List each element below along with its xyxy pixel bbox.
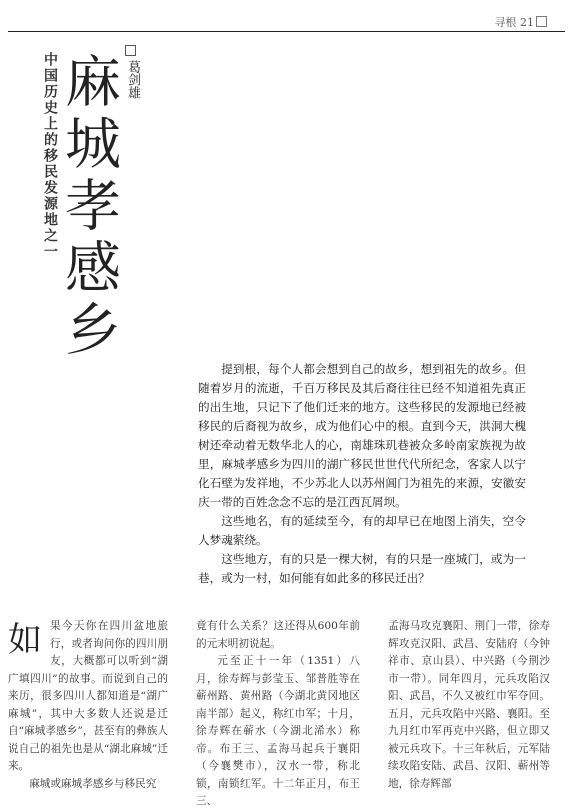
intro-paragraph: 这些地方，有的只是一棵大树，有的只是一座城门，或为一巷，或为一村，如何能有如此多的移民迁出？ [198, 552, 526, 585]
intro-paragraph: 提到根，每个人都会想到自己的故乡，想到祖先的故乡。但随着岁月的流逝，千百万移民及其后裔往往已经不知道祖先真正的出生地，只记下了他们迁来的地方。这些移民的发源地已经被移民的后裔视为故乡，成为他们心中的根。直到今天，洪洞大槐树还牵动着无数华北人的心，南雄珠玑巷被众多岭南家族视为故里，麻城孝感乡为四川的湖广移民世世代代所纪念，客家人以宁化石壁为发祥地，不少苏北人以苏州阊门为祖先的来源，安徽安庆一带的百姓念念不忘的是江西瓦屑坝。 [198, 362, 526, 509]
drop-cap: 如 [8, 620, 42, 660]
body-paragraph: 果今天你在四川盆地旅行，或者询问你的四川朋友，大概都可以听到“湖广填四川”的故事。而说到自己的来历，很多四川人都知道是“湖广麻城”，其中大多数人还说是迁自“麻城孝感乡”，甚至有的彝族人说自己的祖先也是从“湖北麻城”迁来。 [8, 620, 168, 772]
article-author: 葛剑雄 [125, 60, 140, 99]
body-column-3 [388, 618, 550, 793]
body-paragraph: 元至正十一年（1351）八月，徐寿辉与彭莹玉、邹普胜等在蕲州路、黄州路（今湖北黄冈地区南半部）起义，称红巾军；十月，徐寿辉在蕲水（今湖北浠水）称帝。布王三、孟海马起兵于襄阳（今襄樊市），汉水一带，称北锁，南锁红军。十二年正月，布王三、 [196, 655, 360, 807]
square-icon [125, 45, 136, 56]
square-icon [536, 16, 547, 27]
intro-section [198, 360, 526, 588]
body-paragraph: 竟有什么关系？这还得从600年前的元末明初说起。 [196, 620, 360, 650]
page-number: 21 [520, 16, 534, 29]
article-title: 麻城孝感乡 [56, 52, 121, 362]
body-paragraph: 孟海马攻克襄阳、荆门一带，徐寿辉攻克汉阳、武昌、安陆府（今钟祥市、京山县）、中兴路（今荆沙市一带）。同年四月，元兵攻陷汉阳、武昌，不久又被红巾军夺回。五月，元兵攻陷中兴路、襄阳。至九月红巾军再克中兴路，但立即又被元兵攻下。十三年秋后，元军陆续攻陷安陆、武昌、汉阳、蕲州等地，徐寿辉部 [388, 620, 550, 790]
body-column-1 [8, 618, 168, 793]
article-subtitle: 中国历史上的移民发源地之一 [42, 52, 58, 260]
intro-paragraph: 这些地名，有的延续至今，有的却早已在地图上消失，空令人梦魂萦绕。 [198, 514, 526, 547]
section-name: 寻根 [494, 16, 517, 29]
body-column-2 [196, 618, 360, 811]
header-rule [8, 31, 565, 32]
running-header [495, 14, 548, 30]
body-paragraph: 麻城或麻城孝感乡与移民究 [29, 777, 157, 790]
